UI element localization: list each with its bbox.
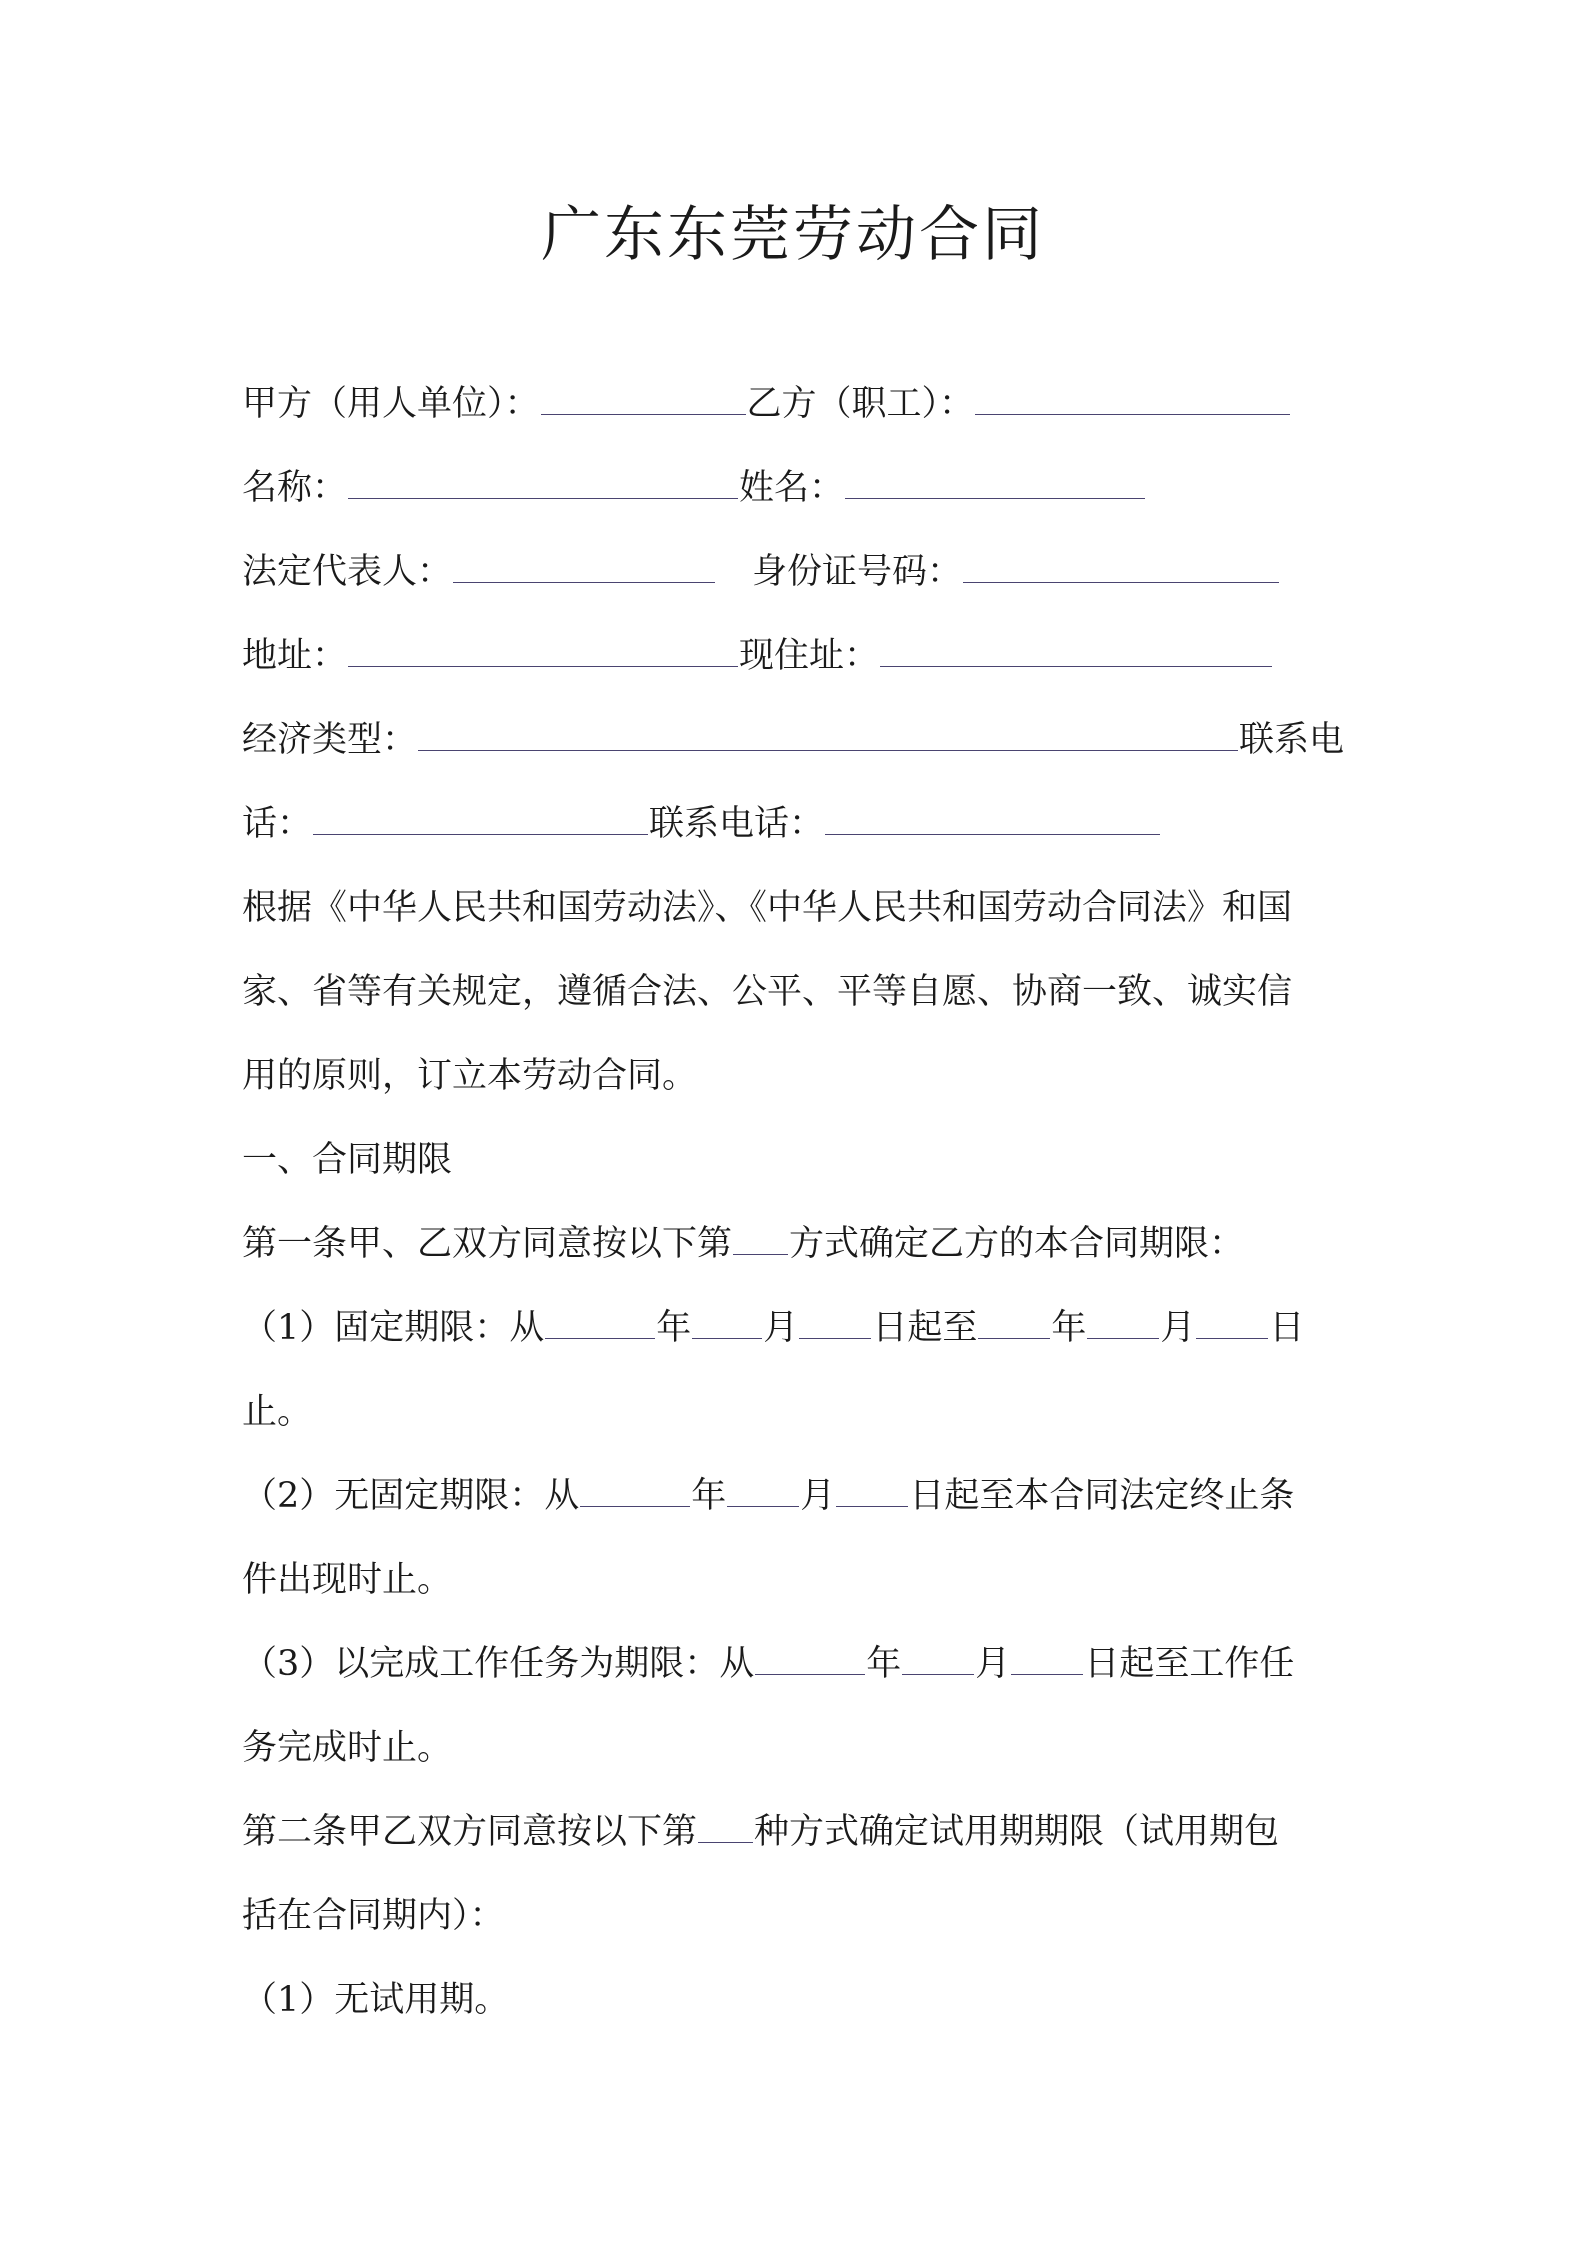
employee-name-blank[interactable] — [845, 468, 1145, 499]
residence-label: 现住址： — [739, 636, 880, 676]
economy-type-blank[interactable] — [418, 720, 1238, 751]
opt3-day-blank[interactable] — [1011, 1644, 1083, 1675]
id-number-blank[interactable] — [963, 552, 1279, 583]
opt1-start-month-blank[interactable] — [692, 1308, 762, 1339]
residence-blank[interactable] — [880, 636, 1272, 667]
party-b-blank[interactable] — [975, 384, 1290, 415]
article-1-choice-blank[interactable] — [733, 1224, 788, 1255]
option-1-end: 止。 — [242, 1392, 313, 1432]
opt1-end-day-blank[interactable] — [1196, 1308, 1268, 1339]
contract-body — [242, 362, 1352, 2042]
trial-option-1: （1）无试用期。 — [242, 1980, 510, 2020]
day-label: 日 — [1269, 1308, 1305, 1348]
legal-rep-row — [242, 530, 1352, 614]
article-2-text-a: 第二条甲乙双方同意按以下第 — [242, 1812, 698, 1852]
opt3-month-blank[interactable] — [902, 1644, 974, 1675]
id-number-label: 身份证号码： — [752, 552, 963, 592]
company-name-blank[interactable] — [348, 468, 738, 499]
party-b-label: 乙方（职工）： — [746, 384, 975, 424]
company-name-label: 名称： — [242, 468, 348, 508]
option-2-text-b: 日起至本合同法定终止条 — [909, 1476, 1295, 1516]
option-3-label: （3）以完成工作任务为期限：从 — [242, 1644, 755, 1684]
year-label: 年 — [866, 1644, 902, 1684]
section-1-heading: 一、合同期限 — [242, 1140, 453, 1180]
opt2-year-blank[interactable] — [580, 1476, 690, 1507]
option-1-label: （1）固定期限：从 — [242, 1308, 545, 1348]
economy-type-label: 经济类型： — [242, 720, 418, 760]
opt1-end-month-blank[interactable] — [1087, 1308, 1159, 1339]
employee-name-label: 姓名： — [739, 468, 845, 508]
document-title: 广东东莞劳动合同 — [541, 200, 1045, 270]
option-2-label: （2）无固定期限：从 — [242, 1476, 580, 1516]
opt1-start-day-blank[interactable] — [799, 1308, 871, 1339]
name-row — [242, 446, 1352, 530]
party-a-row — [242, 362, 1352, 446]
term-option-2 — [242, 1454, 1352, 1538]
address-row — [242, 614, 1352, 698]
legal-rep-blank[interactable] — [453, 552, 715, 583]
intro-line-1: 根据《中华人民共和国劳动法》、《中华人民共和国劳动合同法》和国 — [242, 888, 1293, 928]
month-label: 月 — [975, 1644, 1011, 1684]
opt1-end-year-blank[interactable] — [978, 1308, 1050, 1339]
opt3-year-blank[interactable] — [755, 1644, 865, 1675]
phone-row — [242, 782, 1352, 866]
phone-label-b: 联系电话： — [649, 804, 825, 844]
article-1-text-a: 第一条甲、乙双方同意按以下第 — [242, 1224, 733, 1264]
month-label: 月 — [800, 1476, 836, 1516]
phone-label-a-start: 联系电 — [1239, 720, 1345, 760]
year-label: 年 — [1051, 1308, 1087, 1348]
article-2 — [242, 1790, 1352, 1874]
party-a-blank[interactable] — [541, 384, 746, 415]
legal-rep-label: 法定代表人： — [242, 552, 453, 592]
economy-row — [242, 698, 1352, 782]
month-label: 月 — [1160, 1308, 1196, 1348]
term-option-3 — [242, 1622, 1352, 1706]
month-label: 月 — [763, 1308, 799, 1348]
address-blank[interactable] — [348, 636, 738, 667]
intro-line-3: 用的原则，订立本劳动合同。 — [242, 1056, 698, 1096]
article-2-text-b: 种方式确定试用期期限（试用期包 — [754, 1812, 1280, 1852]
option-2-end: 件出现时止。 — [242, 1560, 453, 1600]
phone-b-blank[interactable] — [825, 804, 1160, 835]
opt2-month-blank[interactable] — [727, 1476, 799, 1507]
article-2-end: 括在合同期内）： — [242, 1896, 505, 1936]
year-label: 年 — [656, 1308, 692, 1348]
address-label: 地址： — [242, 636, 348, 676]
opt2-day-blank[interactable] — [836, 1476, 908, 1507]
year-label: 年 — [691, 1476, 727, 1516]
option-3-text-b: 日起至工作任 — [1084, 1644, 1295, 1684]
term-option-1 — [242, 1286, 1352, 1370]
article-2-choice-blank[interactable] — [698, 1812, 753, 1843]
opt1-start-year-blank[interactable] — [545, 1308, 655, 1339]
article-1 — [242, 1202, 1352, 1286]
day-from-label: 日起至 — [872, 1308, 978, 1348]
phone-label-a-end: 话： — [242, 804, 313, 844]
article-1-text-b: 方式确定乙方的本合同期限： — [789, 1224, 1245, 1264]
option-3-end: 务完成时止。 — [242, 1728, 453, 1768]
phone-a-blank[interactable] — [313, 804, 648, 835]
intro-line-2: 家、省等有关规定，遵循合法、公平、平等自愿、协商一致、诚实信 — [242, 972, 1293, 1012]
party-a-label: 甲方（用人单位）： — [242, 384, 540, 424]
